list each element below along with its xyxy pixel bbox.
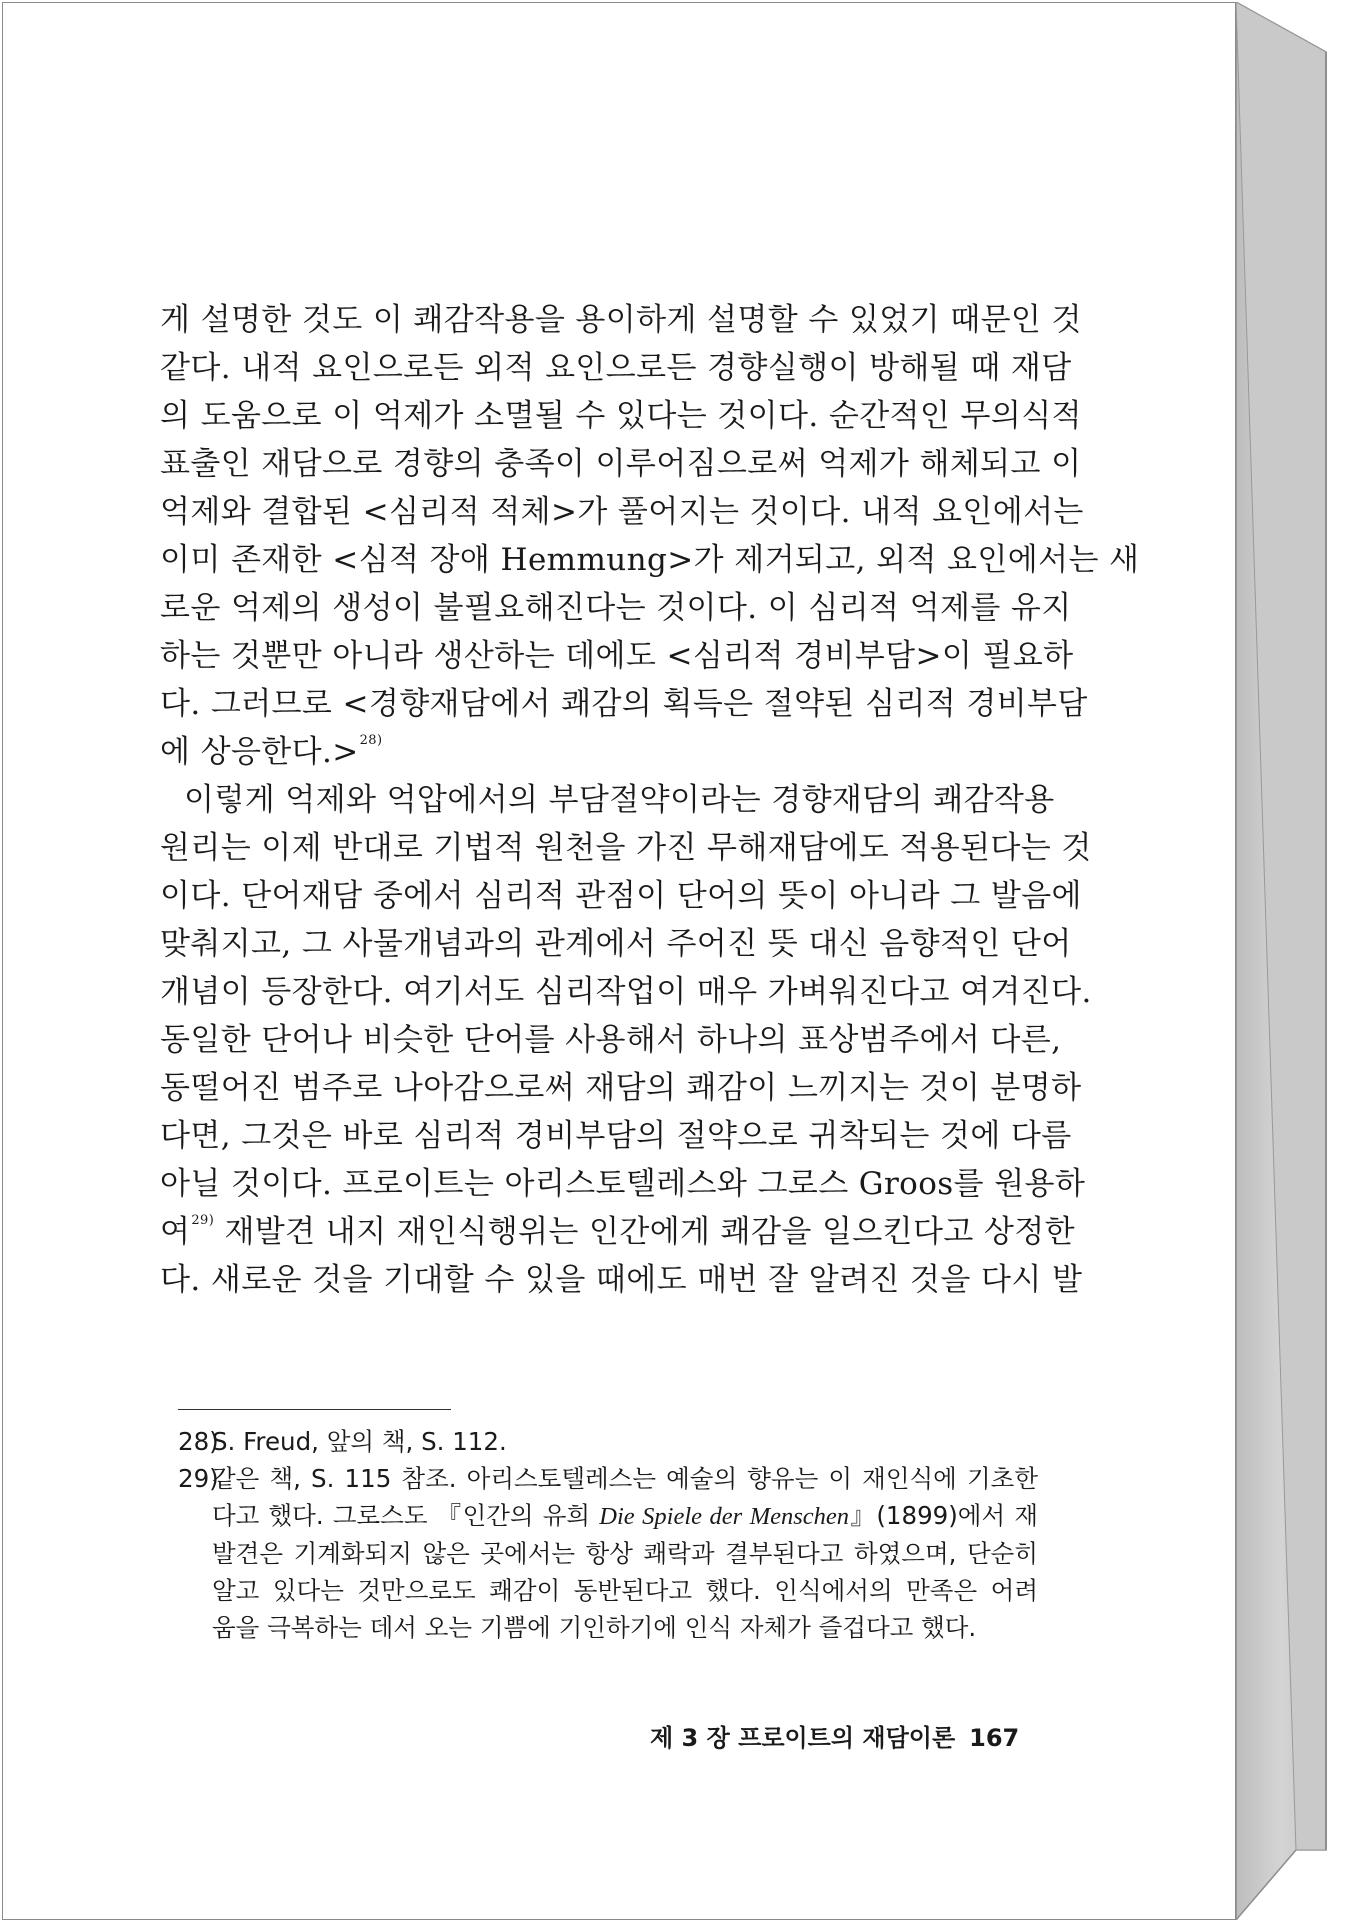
footnote-ref-29: 29) (191, 1213, 215, 1228)
text-line-with-ref (160, 1208, 1075, 1256)
text-line: 여 (160, 1214, 191, 1250)
page-footer (650, 1718, 1020, 1753)
footnote-number: 28) (178, 1427, 219, 1456)
footnote-divider (178, 1409, 451, 1410)
body-text (160, 296, 1140, 1304)
text-line: 억제와 결합된 <심리적 적체>가 풀어지는 것이다. 내적 요인에서는 (160, 494, 1084, 530)
footnote-line-with-title: 다고 했다. 그로스도 『인간의 유희 Die Spiele der Menschen』(1899)에서 재 (212, 1501, 1038, 1530)
text-line: 이미 존재한 <심적 장애 Hemmung>가 제거되고, 외적 요인에서는 새 (160, 542, 1140, 578)
footnote-text: S. Freud, 앞의 책, S. 112. (212, 1427, 507, 1456)
text-line-with-ref (160, 728, 1038, 776)
text-line: 로운 억제의 생성이 불필요해진다는 것이다. 이 심리적 억제를 유지 (160, 590, 1072, 626)
text-line: 표출인 재담으로 경향의 충족이 이루어짐으로써 억제가 해체되고 이 (160, 446, 1082, 482)
text-line: 맞춰지고, 그 사물개념과의 관계에서 주어진 뜻 대신 음향적인 단어 (160, 926, 1072, 962)
book-edge (1236, 2, 1362, 1920)
footnote-line: 알고 있다는 것만으로도 쾌감이 동반된다고 했다. 인식에서의 만족은 어려 (212, 1576, 1038, 1605)
footnote-line: 같은 책, S. 115 참조. 아리스토텔레스는 예술의 향유는 이 재인식에 기초한 (212, 1464, 1038, 1493)
text-line: 동일한 단어나 비슷한 단어를 사용해서 하나의 표상범주에서 다른, (160, 1022, 1062, 1058)
text-line: 같다. 내적 요인으로든 외적 요인으로든 경향실행이 방해될 때 재담 (160, 350, 1072, 386)
text-line: 이다. 단어재담 중에서 심리적 관점이 단어의 뜻이 아니라 그 발음에 (160, 878, 1082, 914)
chapter-title: 제 3 장 프로이트의 재담이론 (650, 1724, 956, 1752)
text-line: 다. 그러므로 <경향재담에서 쾌감의 획득은 절약된 심리적 경비부담 (160, 686, 1088, 722)
text-line: 다면, 그것은 바로 심리적 경비부담의 절약으로 귀착되는 것에 다름 (160, 1118, 1072, 1154)
text-line: 하는 것뿐만 아니라 생산하는 데에도 <심리적 경비부담>이 필요하 (160, 638, 1074, 674)
footnotes (178, 1423, 1038, 1646)
text-line: 개념이 등장한다. 여기서도 심리작업이 매우 가벼워진다고 여겨진다. (160, 974, 1092, 1010)
text-line: 에 상응한다.> (160, 734, 359, 770)
book-edge-illustration (1236, 2, 1362, 1920)
text-line: 동떨어진 범주로 나아감으로써 재담의 쾌감이 느끼지는 것이 분명하 (160, 1070, 1082, 1106)
text-line: 재발견 내지 재인식행위는 인간에게 쾌감을 일으킨다고 상정한 (214, 1214, 1075, 1250)
footnote-28 (178, 1423, 1038, 1460)
text-line: 이렇게 억제와 억압에서의 부담절약이라는 경향재담의 쾌감작용 (184, 782, 1055, 818)
footnote-29 (178, 1460, 1038, 1646)
text-line: 다. 새로운 것을 기대할 수 있을 때에도 매번 잘 알려진 것을 다시 발 (160, 1262, 1083, 1298)
footnote-ref-28: 28) (359, 733, 383, 748)
text-line: 게 설명한 것도 이 쾌감작용을 용이하게 설명할 수 있었기 때문인 것 (160, 302, 1082, 338)
page-number: 167 (969, 1724, 1020, 1752)
text-line: 원리는 이제 반대로 기법적 원천을 가진 무해재담에도 적용된다는 것 (160, 830, 1092, 866)
text-line: 의 도움으로 이 억제가 소멸될 수 있다는 것이다. 순간적인 무의식적 (160, 398, 1082, 434)
footnote-number: 29) (178, 1464, 219, 1493)
book-title-italic: Die Spiele der Menschen (599, 1503, 850, 1530)
footnote-line: 발견은 기계화되지 않은 곳에서는 항상 쾌락과 결부된다고 하였으며, 단순히 (212, 1539, 1038, 1568)
text-line: 아닐 것이다. 프로이트는 아리스토텔레스와 그로스 Groos를 원용하 (160, 1166, 1086, 1202)
footnote-line: 움을 극복하는 데서 오는 기쁨에 기인하기에 인식 자체가 즐겁다고 했다. (212, 1613, 977, 1642)
